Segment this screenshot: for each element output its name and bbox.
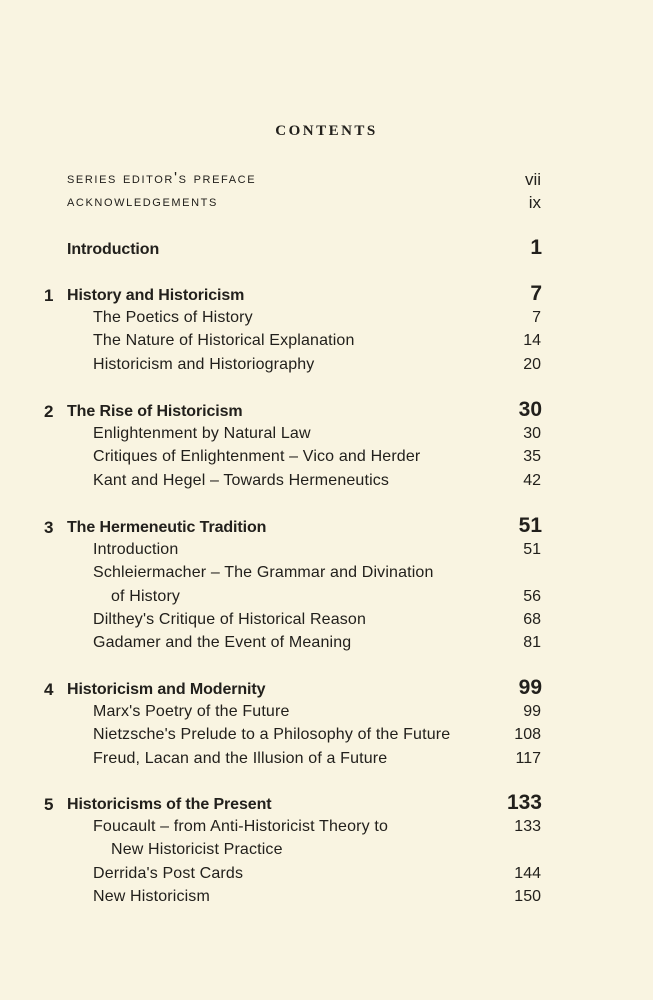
section-title: New Historicist Practice — [111, 841, 283, 859]
toc-section — [0, 564, 653, 588]
chapter-page: 99 — [518, 676, 542, 699]
toc-section — [0, 611, 653, 635]
toc-section — [0, 356, 653, 380]
section-page: 56 — [523, 587, 541, 605]
chapter-number: 3 — [44, 518, 54, 537]
section-title: New Historicism — [93, 887, 210, 905]
section-title: Nietzsche's Prelude to a Philosophy of the Future — [93, 726, 451, 744]
toc-entry-front — [0, 193, 653, 217]
section-page: 133 — [514, 818, 541, 836]
chapter-page: 7 — [530, 282, 542, 305]
toc-section — [0, 425, 653, 449]
section-page: 14 — [523, 332, 541, 350]
toc-chapter — [0, 282, 653, 310]
entry-label: acknowledgements — [67, 193, 218, 210]
chapter-number: 4 — [44, 680, 54, 699]
chapter-number: 1 — [44, 286, 54, 305]
section-title: Gadamer and the Event of Meaning — [93, 634, 352, 651]
section-title: The Nature of Historical Explanation — [93, 332, 355, 350]
section-page: 108 — [514, 726, 541, 744]
section-page: 81 — [523, 634, 541, 651]
toc-section — [0, 472, 653, 496]
chapter-number: 5 — [44, 795, 54, 814]
entry-page: ix — [528, 193, 541, 212]
entry-page: 1 — [530, 236, 542, 259]
section-title: Marx's Poetry of the Future — [93, 703, 290, 721]
section-title: of History — [111, 587, 181, 605]
section-page: 20 — [523, 355, 541, 373]
chapter-page: 30 — [518, 398, 542, 421]
section-page: 117 — [515, 749, 541, 767]
section-title: Historicism and Historiography — [93, 355, 315, 373]
entry-label: series editor's preface — [67, 170, 257, 187]
section-title: Enlightenment by Natural Law — [93, 425, 311, 443]
section-page: 144 — [514, 864, 541, 882]
chapter-title: Historicism and Modernity — [67, 681, 266, 698]
toc-entry-front — [0, 170, 653, 194]
section-page: 42 — [523, 471, 541, 489]
section-title: Foucault – from Anti-Historicist Theory to — [93, 818, 388, 836]
toc-section — [0, 309, 653, 333]
toc-chapter — [0, 398, 653, 426]
toc-section — [0, 588, 653, 612]
entry-page: vii — [524, 170, 541, 189]
toc-section — [0, 332, 653, 356]
chapter-title: The Hermeneutic Tradition — [67, 519, 267, 536]
toc-section — [0, 841, 653, 865]
toc-section — [0, 865, 653, 889]
section-page: 35 — [523, 448, 541, 466]
toc-section — [0, 634, 653, 658]
toc-entry-introduction — [0, 236, 653, 264]
section-title: Dilthey's Critique of Historical Reason — [93, 610, 367, 628]
section-title: The Poetics of History — [93, 309, 253, 327]
toc-chapter — [0, 514, 653, 542]
section-page: 150 — [514, 887, 541, 905]
chapter-title: The Rise of Historicism — [67, 403, 243, 420]
chapter-page: 51 — [518, 514, 542, 537]
section-title: Schleiermacher – The Grammar and Divination — [93, 564, 434, 582]
section-page: 99 — [523, 703, 541, 721]
entry-label: Introduction — [67, 241, 160, 258]
section-title: Kant and Hegel – Towards Hermeneutics — [93, 471, 390, 489]
toc-chapter — [0, 791, 653, 819]
page-title: contents — [275, 116, 378, 140]
toc-section — [0, 703, 653, 727]
chapter-number: 2 — [44, 402, 54, 421]
toc-section — [0, 888, 653, 912]
chapter-title: Historicisms of the Present — [67, 796, 272, 813]
chapter-title: History and Historicism — [67, 287, 245, 304]
toc-chapter — [0, 676, 653, 704]
chapter-page: 133 — [506, 791, 542, 814]
section-title: Introduction — [93, 541, 179, 559]
section-page: 68 — [523, 610, 541, 628]
section-title: Derrida's Post Cards — [93, 864, 244, 882]
toc-section — [0, 818, 653, 842]
section-page: 7 — [532, 309, 541, 327]
section-page: 51 — [523, 541, 541, 559]
section-title: Critiques of Enlightenment – Vico and Herder — [93, 448, 421, 466]
toc-section — [0, 448, 653, 472]
toc-section — [0, 726, 653, 750]
section-title: Freud, Lacan and the Illusion of a Future — [93, 749, 388, 767]
section-page: 30 — [523, 425, 541, 443]
toc-section — [0, 750, 653, 774]
toc-section — [0, 541, 653, 565]
